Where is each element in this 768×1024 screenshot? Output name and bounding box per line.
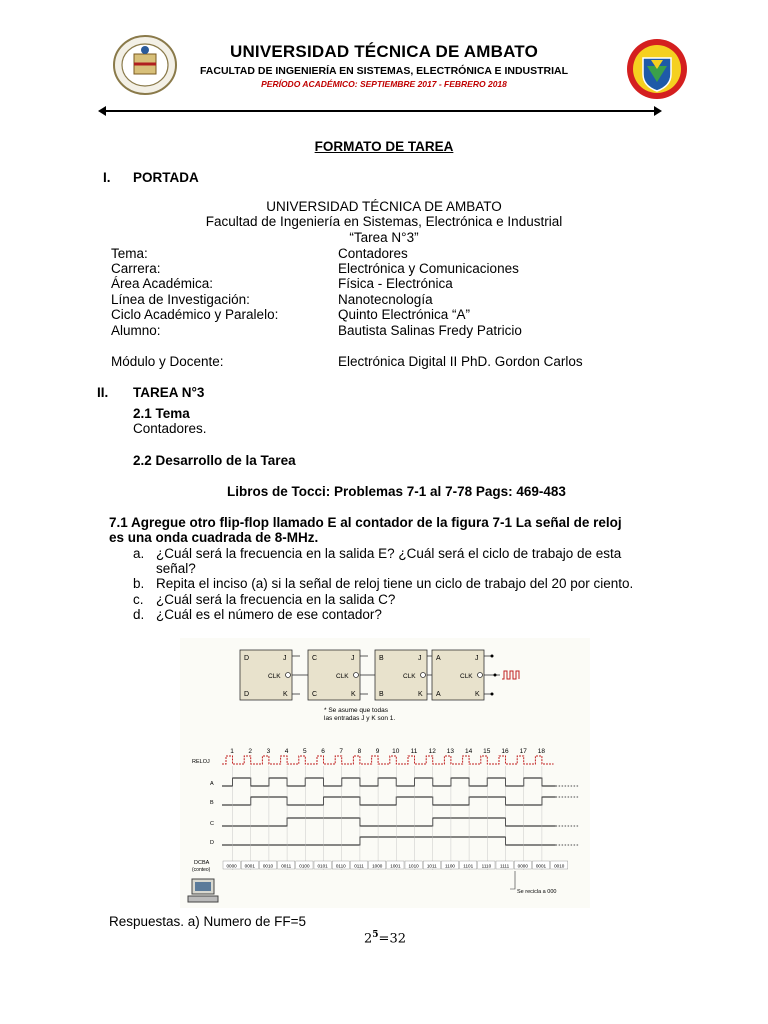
subsection-title: 2.2 Desarrollo de la Tarea <box>133 453 296 468</box>
field-label: Carrera: <box>111 261 161 276</box>
problem-statement: es una onda cuadrada de 8-MHz. <box>109 530 319 545</box>
section2-number: II. <box>97 385 109 400</box>
ff-output-label: B <box>379 655 384 662</box>
pulse-number: 8 <box>357 748 362 755</box>
academic-period: PERÍODO ACADÉMICO: SEPTIEMBRE 2017 - FEBRERO 2018 <box>261 79 507 89</box>
input-dot <box>494 674 497 677</box>
clk-bubble-icon <box>421 673 426 678</box>
ff-j-label: J <box>475 655 479 662</box>
field-value: Contadores <box>338 246 408 261</box>
count-value: 1011 <box>426 863 437 869</box>
pulse-number: 5 <box>302 748 307 755</box>
signal-label: B <box>210 800 214 806</box>
pulse-number: 14 <box>464 748 473 755</box>
field-value: Nanotecnología <box>338 292 433 307</box>
note-line: * Se asume que todas <box>324 707 388 714</box>
pulse-number: 1 <box>230 748 234 755</box>
input-dot <box>491 693 494 696</box>
count-value: 1111 <box>499 863 510 869</box>
divider-left-arrow-icon <box>98 106 106 116</box>
field-label: Área Académica: <box>111 276 214 291</box>
ff-noutput-label: C <box>312 691 318 698</box>
ff-j-label: J <box>351 655 355 662</box>
section2-title: TAREA N°3 <box>133 385 205 400</box>
divider-right-arrow-icon <box>654 106 662 116</box>
pulse-number: 16 <box>501 748 509 755</box>
subsection-text: Contadores. <box>133 421 207 436</box>
input-dot <box>491 655 494 658</box>
section1-title: PORTADA <box>133 170 199 185</box>
field-label: Módulo y Docente: <box>111 354 224 369</box>
ff-k-label: K <box>351 691 356 698</box>
signal-label: D <box>210 840 214 846</box>
answer-text: Respuestas. a) Numero de FF=5 <box>109 914 306 929</box>
count-value: 0010 <box>262 863 274 869</box>
count-value: 0111 <box>354 863 364 869</box>
pulse-number: 9 <box>375 748 380 755</box>
pulse-number: 15 <box>483 748 491 755</box>
pulse-number: 6 <box>321 748 325 755</box>
document-title: FORMATO DE TAREA <box>314 139 454 154</box>
item-text: ¿Cuál será la frecuencia en la salida E? ¿Cuál será el ciclo de trabajo de esta <box>156 546 622 561</box>
problem-statement: 7.1 Agregue otro flip-flop llamado E al contador de la figura 7-1 La señal de reloj <box>109 515 622 530</box>
books-line: Libros de Tocci: Problemas 7-1 al 7-78 Pags: 469-483 <box>227 484 566 499</box>
count-value: 1001 <box>390 863 401 869</box>
field-value: Quinto Electrónica “A” <box>338 307 471 322</box>
formula-exponent: 5 <box>372 930 379 940</box>
signal-label: A <box>210 781 214 787</box>
dcba-sublabel: (conteo) <box>192 867 211 873</box>
note-line: las entradas J y K son 1. <box>324 715 396 722</box>
count-value: 0011 <box>281 863 292 869</box>
item-text-continued: señal? <box>156 561 196 576</box>
count-value: 1010 <box>408 863 419 869</box>
pulse-number: 7 <box>339 748 344 755</box>
formula-base: 2 <box>364 931 373 947</box>
count-value: 0000 <box>517 863 528 869</box>
pulse-number: 10 <box>392 748 400 755</box>
ff-output-label: A <box>436 655 441 662</box>
clk-bubble-icon <box>286 673 291 678</box>
clk-bubble-icon <box>478 673 483 678</box>
ff-k-label: K <box>418 691 423 698</box>
counter-figure <box>180 638 590 908</box>
answer-formula <box>364 930 406 946</box>
ff-noutput-label: A <box>436 691 441 698</box>
cover-line: “Tarea N°3” <box>349 230 419 245</box>
signal-label: C <box>210 821 214 827</box>
ff-k-label: K <box>475 691 480 698</box>
count-value: 1000 <box>372 863 383 869</box>
ff-noutput-label: B <box>379 691 384 698</box>
pulse-number: 17 <box>519 748 527 755</box>
ff-clk-label: CLK <box>460 673 473 680</box>
field-label: Tema: <box>111 246 148 261</box>
count-value: 0110 <box>335 863 346 869</box>
ff-j-label: J <box>283 655 287 662</box>
flip-flop-chain <box>240 650 519 700</box>
ff-clk-label: CLK <box>403 673 416 680</box>
item-letter: b. <box>133 576 145 591</box>
ff-output-label: C <box>312 655 318 662</box>
field-value: Física - Electrónica <box>338 276 453 291</box>
item-letter: c. <box>133 592 144 607</box>
count-value: 0001 <box>244 863 255 869</box>
ff-j-label: J <box>418 655 422 662</box>
formula-result: =32 <box>378 931 406 947</box>
recycle-note: Se recicla a 000 <box>517 889 557 895</box>
cover-line: Facultad de Ingeniería en Sistemas, Electrónica e Industrial <box>205 214 563 229</box>
count-value: 0000 <box>226 863 237 869</box>
field-value: Electrónica Digital II PhD. Gordon Carlos <box>338 354 583 369</box>
count-value: 1110 <box>481 863 492 869</box>
item-text: ¿Cuál será la frecuencia en la salida C? <box>156 592 396 607</box>
faculty-subtitle: FACULTAD DE INGENIERÍA EN SISTEMAS, ELECTRÓNICA E INDUSTRIAL <box>199 65 569 77</box>
header-divider <box>104 110 656 112</box>
ff-clk-label: CLK <box>268 673 281 680</box>
field-value: Bautista Salinas Fredy Patricio <box>338 323 522 338</box>
item-letter: a. <box>133 546 145 561</box>
count-value: 0010 <box>554 863 565 869</box>
pulse-number: 2 <box>248 748 253 755</box>
computer-icon <box>186 876 222 906</box>
field-label: Línea de Investigación: <box>111 292 250 307</box>
signal-label: RELOJ <box>192 759 210 765</box>
section1-number: I. <box>103 170 111 185</box>
pulse-number: 18 <box>537 748 546 755</box>
pulse-number: 13 <box>446 748 455 755</box>
count-value: 0100 <box>299 863 310 869</box>
dcba-label: DCBA <box>194 860 210 866</box>
ff-clk-label: CLK <box>336 673 349 680</box>
pulse-number: 12 <box>428 748 436 755</box>
item-letter: d. <box>133 607 145 622</box>
field-label: Alumno: <box>111 323 161 338</box>
ff-noutput-label: D <box>244 691 250 698</box>
count-value: 1100 <box>445 863 455 869</box>
item-text: Repita el inciso (a) si la señal de reloj tiene un ciclo de trabajo del 20 por ciento. <box>156 576 634 591</box>
count-value: 1101 <box>463 863 474 869</box>
ff-k-label: K <box>283 691 288 698</box>
field-value: Electrónica y Comunicaciones <box>338 261 519 276</box>
count-value: 0001 <box>535 863 547 869</box>
ff-output-label: D <box>244 655 250 662</box>
field-label: Ciclo Académico y Paralelo: <box>111 307 279 322</box>
pulse-number: 11 <box>410 748 418 755</box>
pulse-number: 4 <box>284 748 289 755</box>
subsection-title: 2.1 Tema <box>133 406 190 421</box>
item-text: ¿Cuál es el número de ese contador? <box>156 607 382 622</box>
pulse-number: 3 <box>266 748 271 755</box>
cover-line: UNIVERSIDAD TÉCNICA DE AMBATO <box>266 199 502 214</box>
count-value: 0101 <box>317 863 328 869</box>
clk-bubble-icon <box>354 673 359 678</box>
university-title: UNIVERSIDAD TÉCNICA DE AMBATO <box>229 42 539 61</box>
